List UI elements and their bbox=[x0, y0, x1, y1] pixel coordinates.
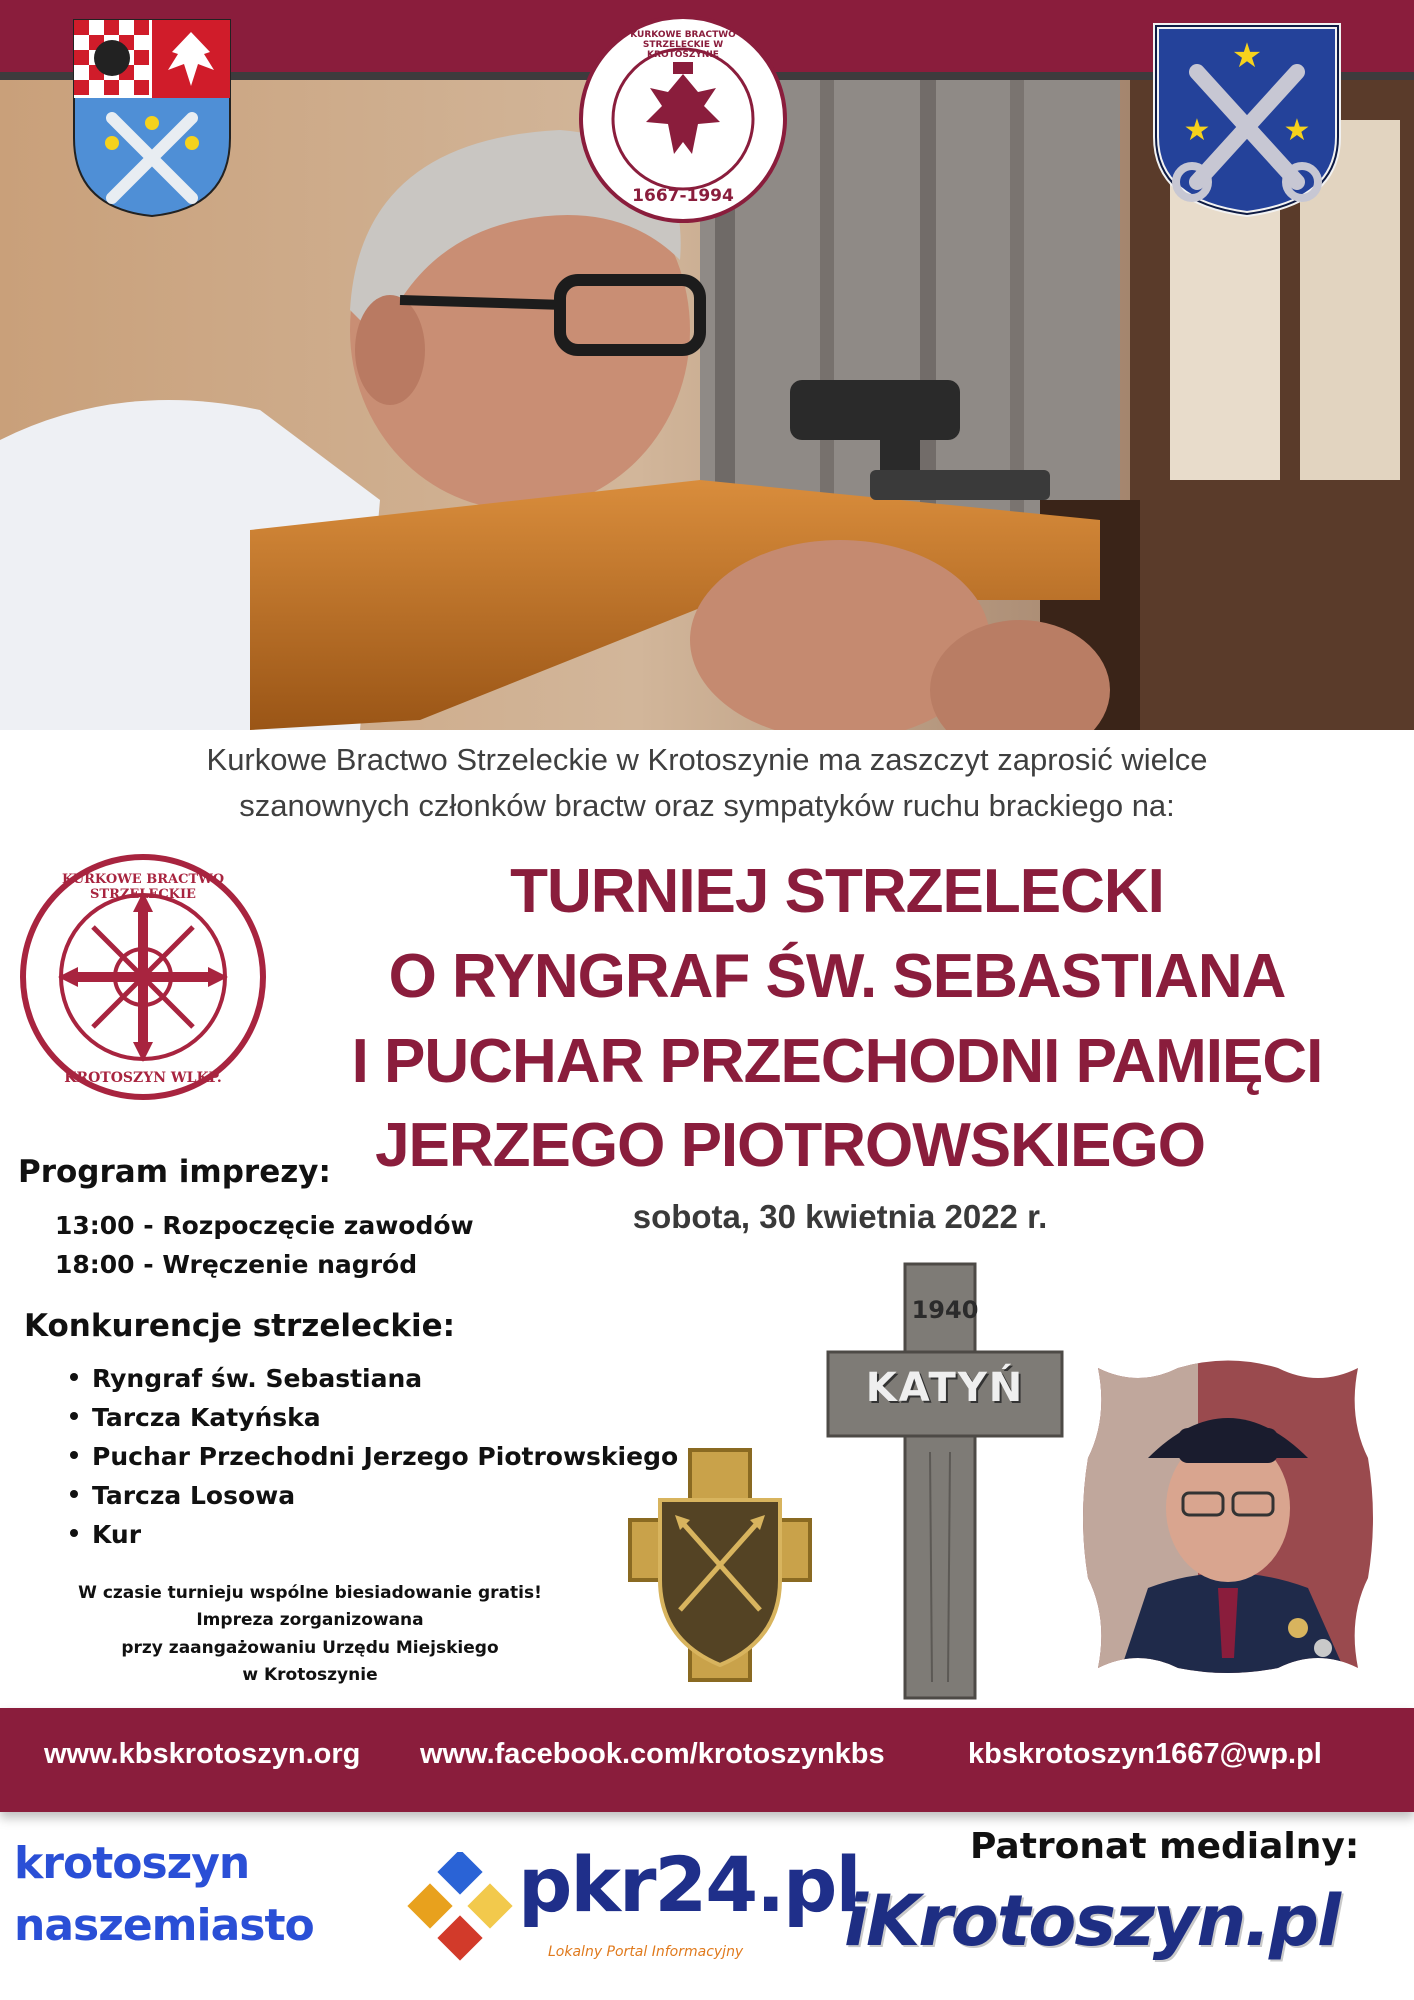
pkr24-tagline: Lokalny Portal Informacyjny bbox=[548, 1944, 744, 1960]
competition-item: Ryngraf św. Sebastiana bbox=[70, 1364, 422, 1393]
patronat-label: Patronat medialny: bbox=[970, 1826, 1360, 1867]
svg-text:★: ★ bbox=[1183, 113, 1211, 148]
competition-item: Puchar Przechodni Jerzego Piotrowskiego bbox=[70, 1442, 678, 1471]
email-link[interactable]: kbskrotoszyn1667@wp.pl bbox=[968, 1738, 1322, 1770]
intro-line-1: Kurkowe Bractwo Strzeleckie w Krotoszynie ma zaszczyt zaprosić wielce bbox=[206, 742, 1208, 777]
title-line-2: O RYNGRAF ŚW. SEBASTIANA bbox=[388, 942, 1286, 1011]
competitions-heading: Konkurencje strzeleckie: bbox=[24, 1308, 456, 1344]
facebook-link[interactable]: www.facebook.com/krotoszynkbs bbox=[420, 1738, 885, 1770]
svg-text:★: ★ bbox=[1231, 36, 1263, 76]
krotoszyn-coat-of-arms bbox=[1152, 22, 1342, 217]
katyn-cross-icon bbox=[820, 1262, 1070, 1702]
title-line-4: JERZEGO PIOTROWSKIEGO bbox=[375, 1111, 1205, 1180]
competition-item: Tarcza Losowa bbox=[70, 1481, 295, 1510]
powiat-coat-of-arms bbox=[72, 18, 232, 218]
svg-text:★: ★ bbox=[1283, 113, 1311, 148]
naszemiasto-logo-line-2: naszemiasto bbox=[14, 1900, 314, 1951]
note-line-1: W czasie turnieju wspólne biesiadowanie gratis! bbox=[78, 1583, 542, 1603]
note-line-3: przy zaangażowaniu Urzędu Miejskiego bbox=[121, 1638, 499, 1658]
website-link[interactable]: www.kbskrotoszyn.org bbox=[44, 1738, 361, 1770]
program-item: 18:00 - Wręczenie nagród bbox=[55, 1250, 418, 1279]
event-date: sobota, 30 kwietnia 2022 r. bbox=[632, 1198, 1048, 1235]
naszemiasto-logo-line-1: krotoszyn bbox=[14, 1838, 250, 1889]
portrait-photo bbox=[1078, 1358, 1378, 1678]
note-line-4: w Krotoszynie bbox=[242, 1665, 378, 1685]
pkr24-logo-icon bbox=[406, 1852, 516, 1962]
program-heading: Program imprezy: bbox=[18, 1154, 331, 1190]
cross-word: KATYŃ bbox=[865, 1365, 1025, 1411]
cross-year: 1940 bbox=[911, 1296, 979, 1324]
pkr24-logo-text: pkr24.pl bbox=[518, 1840, 860, 1929]
title-line-3: I PUCHAR PRZECHODNI PAMIĘCI bbox=[351, 1027, 1323, 1096]
note-line-2: Impreza zorganizowana bbox=[196, 1610, 424, 1630]
intro-line-2: szanownych członków bractw oraz sympatyków ruchu brackiego na: bbox=[239, 788, 1175, 823]
title-line-1: TURNIEJ STRZELECKI bbox=[510, 857, 1164, 926]
bractwo-logo-years: 1667-1994 bbox=[632, 186, 734, 206]
bractwo-logo-text: KURKOWE BRACTWO STRZELECKIE W KROTOSZYNIE bbox=[630, 30, 736, 60]
ikrotoszyn-logo: iKrotoszyn.pl bbox=[844, 1880, 1339, 1962]
badge-cross-icon bbox=[620, 1440, 820, 1690]
competition-item: Tarcza Katyńska bbox=[70, 1403, 321, 1432]
competition-item: Kur bbox=[70, 1520, 141, 1549]
seal-text-bottom: KROTOSZYN WLKP. bbox=[64, 1070, 222, 1086]
program-item: 13:00 - Rozpoczęcie zawodów bbox=[55, 1211, 474, 1240]
seal-text-top: KURKOWE BRACTWO STRZELECKIE bbox=[61, 872, 225, 902]
